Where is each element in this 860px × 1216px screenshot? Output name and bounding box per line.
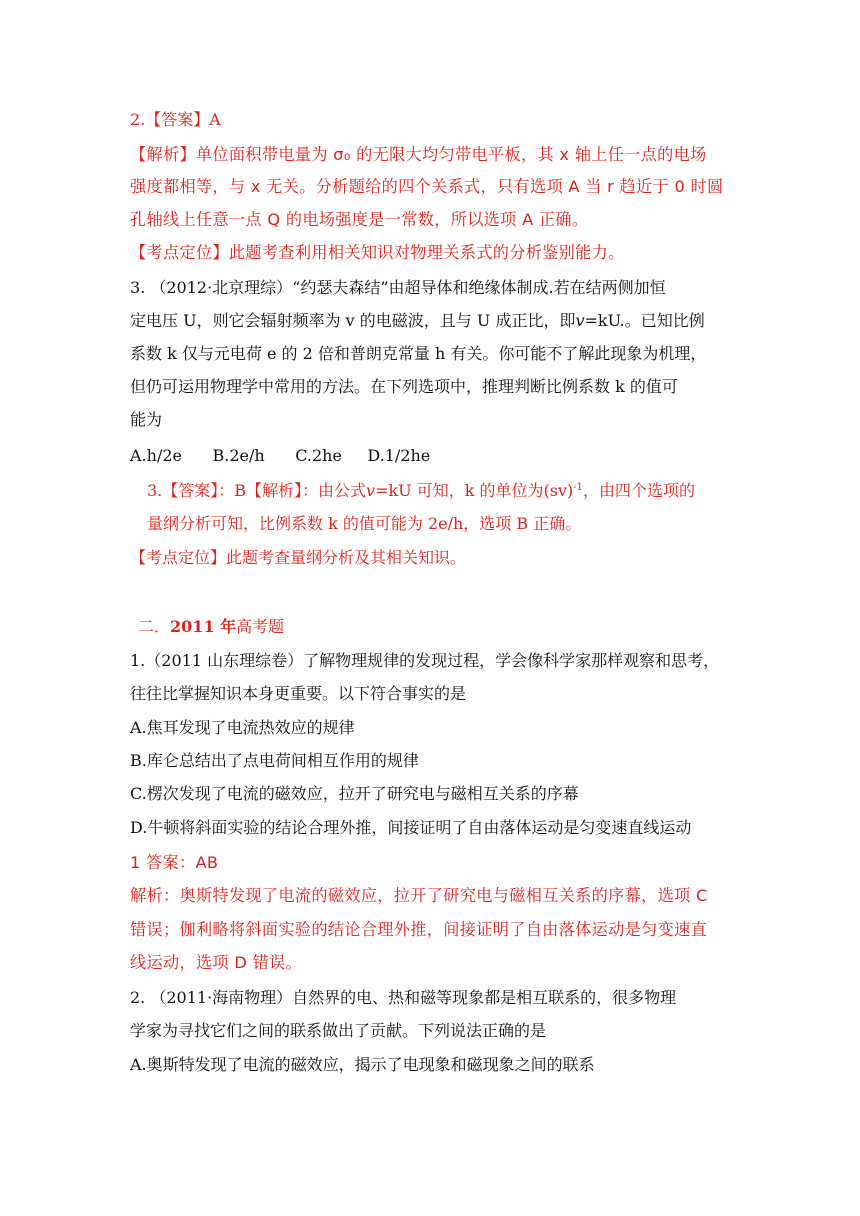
q3-stem-line-3: 系数 k 仅与元电荷 e 的 2 倍和普朗克常量 h 有关。你可能不了解此现象为机理， [130,344,707,363]
q2-answer: 2.【答案】A [130,110,221,129]
q3-answer-line-2: 量纲分析可知，比例系数 k 的值可能为 2e/h，选项 B 正确。 [147,514,582,533]
q2-analysis-line-2: 强度都相等，与 x 无关。分析题给的四个关系式，只有选项 A 当 r 趋近于 0 时圆 [130,177,724,196]
q2-analysis-line-1: 【解析】单位面积带电量为 σ₀ 的无限大均匀带电平板，其 x 轴上任一点的电场 [130,145,707,164]
q3-answer-line-1: 3.【答案】：B【解析】：由公式v=kU 可知，k 的单位为(sv)$^{-1}$，由四个选项的 [147,481,696,500]
q2-knowledge-point: 【考点定位】此题考查利用相关知识对物理关系式的分析鉴别能力。 [130,243,625,262]
q3-stem-line-5: 能为 [130,410,163,429]
formula-v: v [366,481,376,500]
s1-option-b: B.库仑总结出了点电荷间相互作用的规律 [130,751,419,770]
s1-analysis-line-3: 线运动，选项 D 错误。 [130,953,303,972]
s1-option-a: A.焦耳发现了电流热效应的规律 [130,718,355,737]
q2-analysis-line-3: 孔轴线上任意一点 Q 的电场强度是一常数，所以选项 A 正确。 [130,210,589,229]
s2-option-a: A.奥斯特发现了电流的磁效应，揭示了电现象和磁现象之间的联系 [130,1055,595,1074]
s1-analysis-line-2: 错误；伽利略将斜面实验的结论合理外推，间接证明了自由落体运动是匀变速直 [130,920,708,939]
q3-stem-line-4: 但仍可运用物理学中常用的方法。在下列选项中，推理判断比例系数 k 的值可 [130,377,678,396]
q3-options: A.h/2e B.2e/h C.2he D.1/2he [130,446,431,465]
q3-stem-line-2: 定电压 U，则它会辐射频率为 v 的电磁波，且与 U 成正比，即v=kU.。已知比例 [130,311,705,330]
s1-option-c: C.楞次发现了电流的磁效应，拉开了研究电与磁相互关系的序幕 [130,784,579,803]
q3-knowledge-point: 【考点定位】此题考查量纲分析及其相关知识。 [130,548,467,567]
s2-stem-line-2: 学家为寻找它们之间的联系做出了贡献。下列说法正确的是 [130,1021,547,1040]
q3-stem-line-1: 3. （2012·北京理综）“约瑟夫森结”由超导体和绝缘体制成.若在结两侧加恒 [130,278,666,297]
s1-stem-line-1: 1.（2011 山东理综卷）了解物理规律的发现过程，学会像科学家那样观察和思考， [130,651,720,670]
formula-v: v [575,311,585,330]
s1-stem-line-2: 往往比掌握知识本身更重要。以下符合事实的是 [130,684,467,703]
s1-analysis-line-1: 解析：奥斯特发现了电流的磁效应，拉开了研究电与磁相互关系的序幕，选项 C [130,886,708,905]
s1-option-d: D.牛顿将斜面实验的结论合理外推，间接证明了自由落体运动是匀变速直线运动 [130,818,692,837]
section-heading: 二．2011 年高考题 [138,617,285,636]
s2-stem-line-1: 2. （2011·海南物理）自然界的电、热和磁等现象都是相互联系的，很多物理 [130,988,677,1007]
s1-answer: 1 答案：AB [130,853,219,872]
